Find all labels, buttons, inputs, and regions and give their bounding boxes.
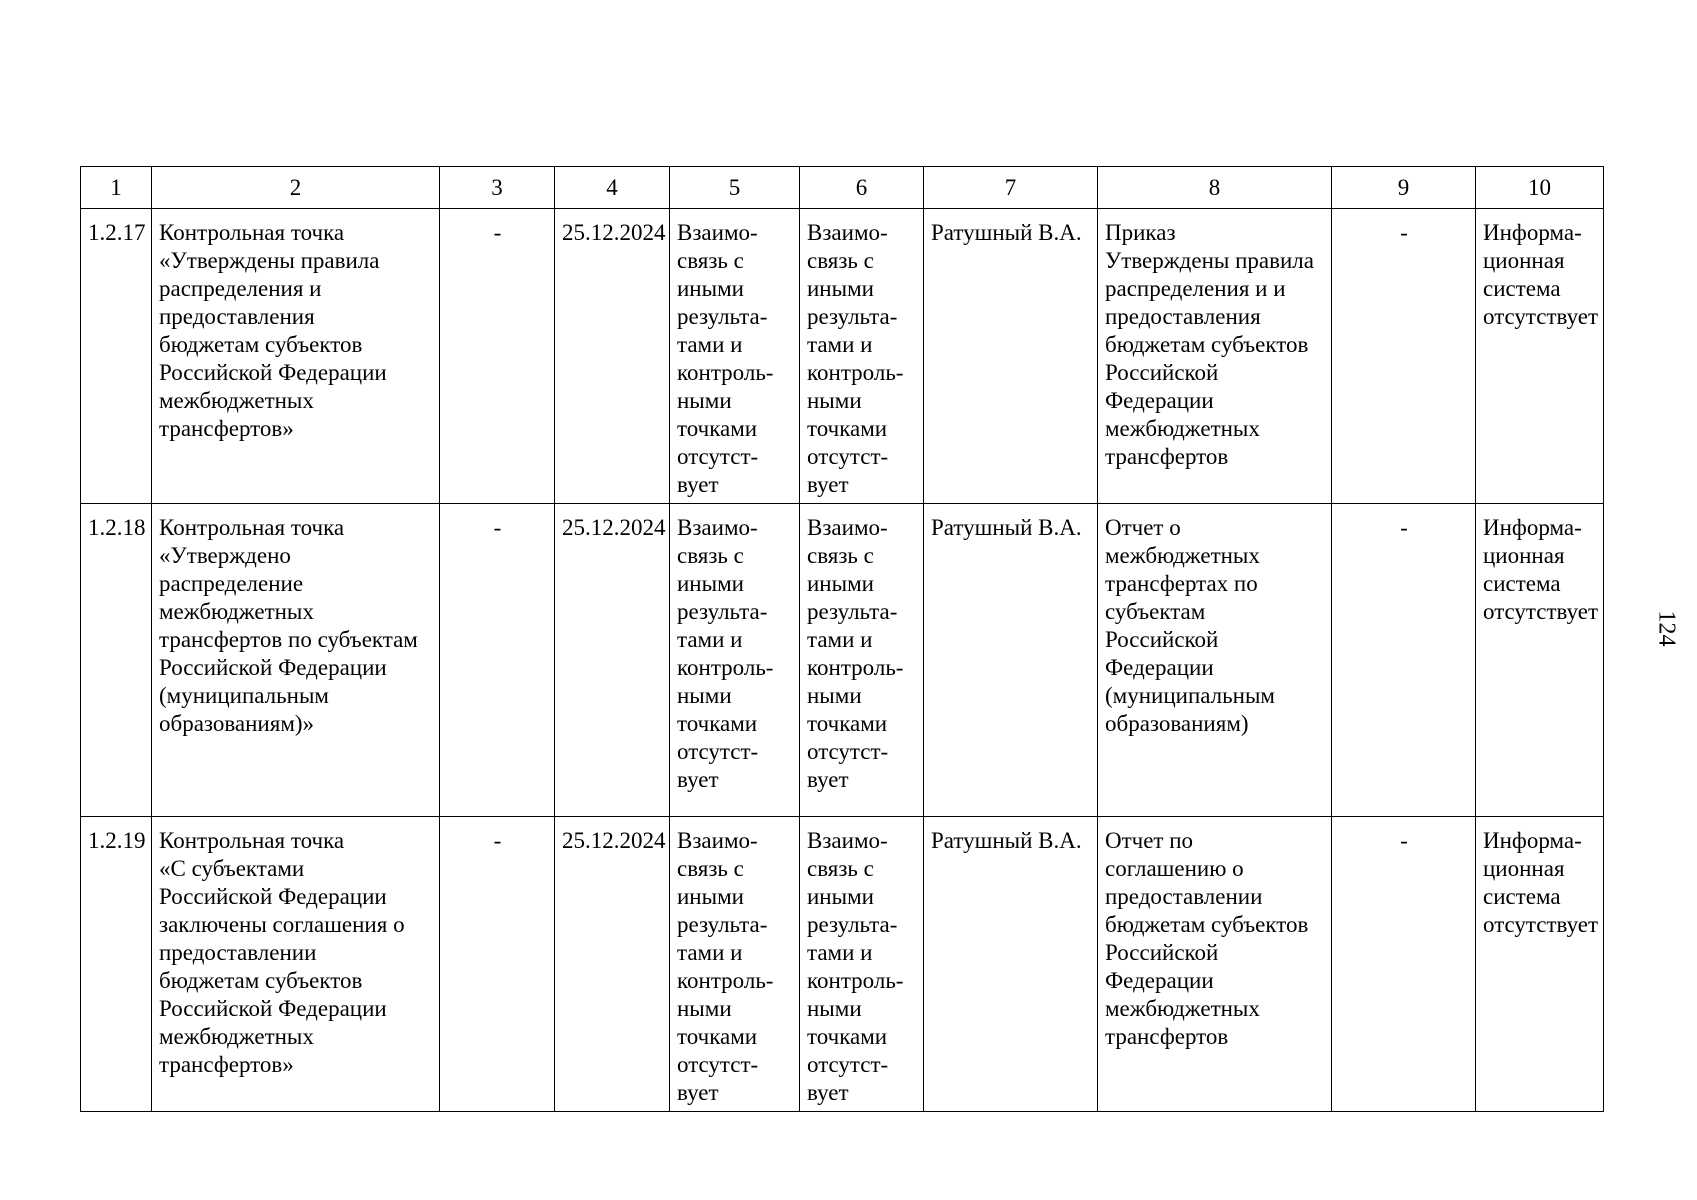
column-9-value: - [1332,209,1476,504]
table-row [81,504,1604,817]
information-system: Информа- ционная система отсутствует [1476,504,1604,817]
control-point-name: Контрольная точка «С субъектами Российской Федерации заключены соглашения о предоставлении бюджетам субъектов Российской Федерации межбюджетных трансфертов» [152,817,440,1112]
relationship-predecessors: Взаимо- связь с иными результа- тами и контроль- ными точками отсутст- вует [670,209,800,504]
relationship-predecessors: Взаимо- связь с иными результа- тами и контроль- ными точками отсутст- вует [670,504,800,817]
column-9-value: - [1332,817,1476,1112]
confirming-document: Отчет о межбюджетных трансфертах по субъектам Российской Федерации (муниципальным образованиям) [1098,504,1332,817]
table-row [81,817,1604,1112]
column-9-value: - [1332,504,1476,817]
page-number: 124 [1653,610,1680,647]
confirming-document: Приказ Утверждены правила распределения и и предоставления бюджетам субъектов Российской Федерации межбюджетных трансфертов [1098,209,1332,504]
relationship-predecessors: Взаимо- связь с иными результа- тами и контроль- ными точками отсутст- вует [670,817,800,1112]
control-point-name: Контрольная точка «Утверждено распределение межбюджетных трансфертов по субъектам Российской Федерации (муниципальным образованиям)» [152,504,440,817]
due-date: 25.12.2024 [555,504,670,817]
due-date: 25.12.2024 [555,817,670,1112]
column-3-value: - [440,504,555,817]
column-3-value: - [440,817,555,1112]
confirming-document: Отчет по соглашению о предоставлении бюджетам субъектов Российской Федерации межбюджетных трансфертов [1098,817,1332,1112]
responsible-person: Ратушный В.А. [924,504,1098,817]
row-number: 1.2.19 [81,817,152,1112]
column-header-4: 4 [555,167,670,209]
due-date: 25.12.2024 [555,209,670,504]
column-header-5: 5 [670,167,800,209]
column-header-10: 10 [1476,167,1604,209]
column-header-9: 9 [1332,167,1476,209]
relationship-successors: Взаимо- связь с иными результа- тами и контроль- ными точками отсутст- вует [800,817,924,1112]
column-header-1: 1 [81,167,152,209]
information-system: Информа- ционная система отсутствует [1476,817,1604,1112]
column-header-2: 2 [152,167,440,209]
row-number: 1.2.18 [81,504,152,817]
table-row [81,209,1604,504]
control-points-table [80,166,1604,1112]
column-header-8: 8 [1098,167,1332,209]
responsible-person: Ратушный В.А. [924,209,1098,504]
control-point-name: Контрольная точка «Утверждены правила распределения и предоставления бюджетам субъектов Российской Федерации межбюджетных трансфертов» [152,209,440,504]
column-header-6: 6 [800,167,924,209]
relationship-successors: Взаимо- связь с иными результа- тами и контроль- ными точками отсутст- вует [800,504,924,817]
row-number: 1.2.17 [81,209,152,504]
column-3-value: - [440,209,555,504]
header-row [81,167,1604,209]
information-system: Информа- ционная система отсутствует [1476,209,1604,504]
column-header-3: 3 [440,167,555,209]
responsible-person: Ратушный В.А. [924,817,1098,1112]
relationship-successors: Взаимо- связь с иными результа- тами и контроль- ными точками отсутст- вует [800,209,924,504]
column-header-7: 7 [924,167,1098,209]
